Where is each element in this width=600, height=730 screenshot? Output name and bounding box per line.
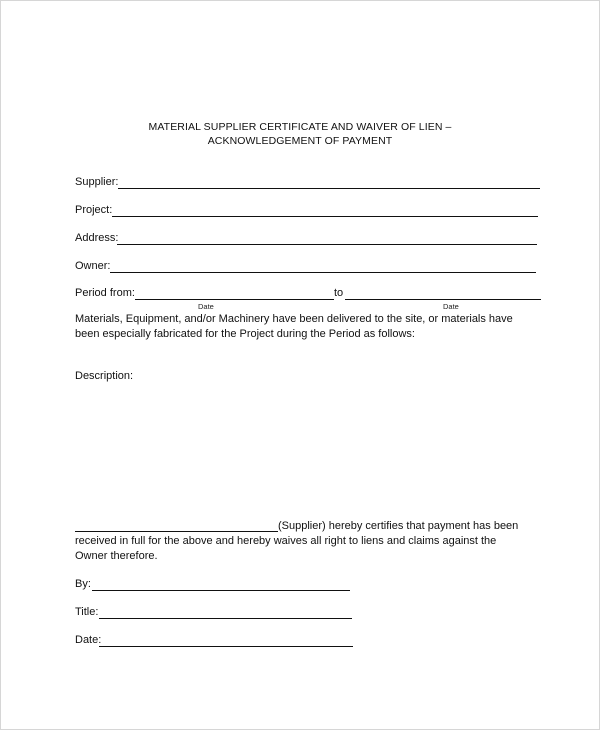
certification-line2: received in full for the above and hereby waives all right to liens and claims against the [75,535,497,547]
signature-title-label: Title: [75,606,99,618]
period-to-field[interactable] [345,299,541,300]
address-field[interactable] [117,244,537,245]
period-to-label: to [334,287,344,299]
owner-field[interactable] [110,272,536,273]
document-title-line2: ACKNOWLEDGEMENT OF PAYMENT [207,135,393,147]
signature-date-label: Date: [75,634,102,646]
supplier-label: Supplier: [75,176,119,188]
project-label: Project: [75,204,113,216]
certifying-supplier-field[interactable] [75,531,278,532]
signature-by-field[interactable] [92,590,350,591]
document-title-line1: MATERIAL SUPPLIER CERTIFICATE AND WAIVER OF LIEN – [148,121,452,133]
materials-statement-line2: been especially fabricated for the Project during the Period as follows: [75,328,415,340]
signature-title-field[interactable] [99,618,352,619]
period-to-date-caption: Date [443,302,459,311]
project-field[interactable] [112,216,538,217]
certification-line3: Owner therefore. [75,550,158,562]
period-from-label: Period from: [75,287,135,299]
materials-statement-line1: Materials, Equipment, and/or Machinery have been delivered to the site, or materials have [75,313,513,325]
signature-date-field[interactable] [99,646,353,647]
supplier-field[interactable] [118,188,540,189]
certification-line1: (Supplier) hereby certifies that payment has been [278,520,519,532]
owner-label: Owner: [75,260,111,272]
period-from-date-caption: Date [198,302,214,311]
address-label: Address: [75,232,119,244]
signature-by-label: By: [75,578,91,590]
period-from-field[interactable] [135,299,334,300]
description-label: Description: [75,370,134,382]
